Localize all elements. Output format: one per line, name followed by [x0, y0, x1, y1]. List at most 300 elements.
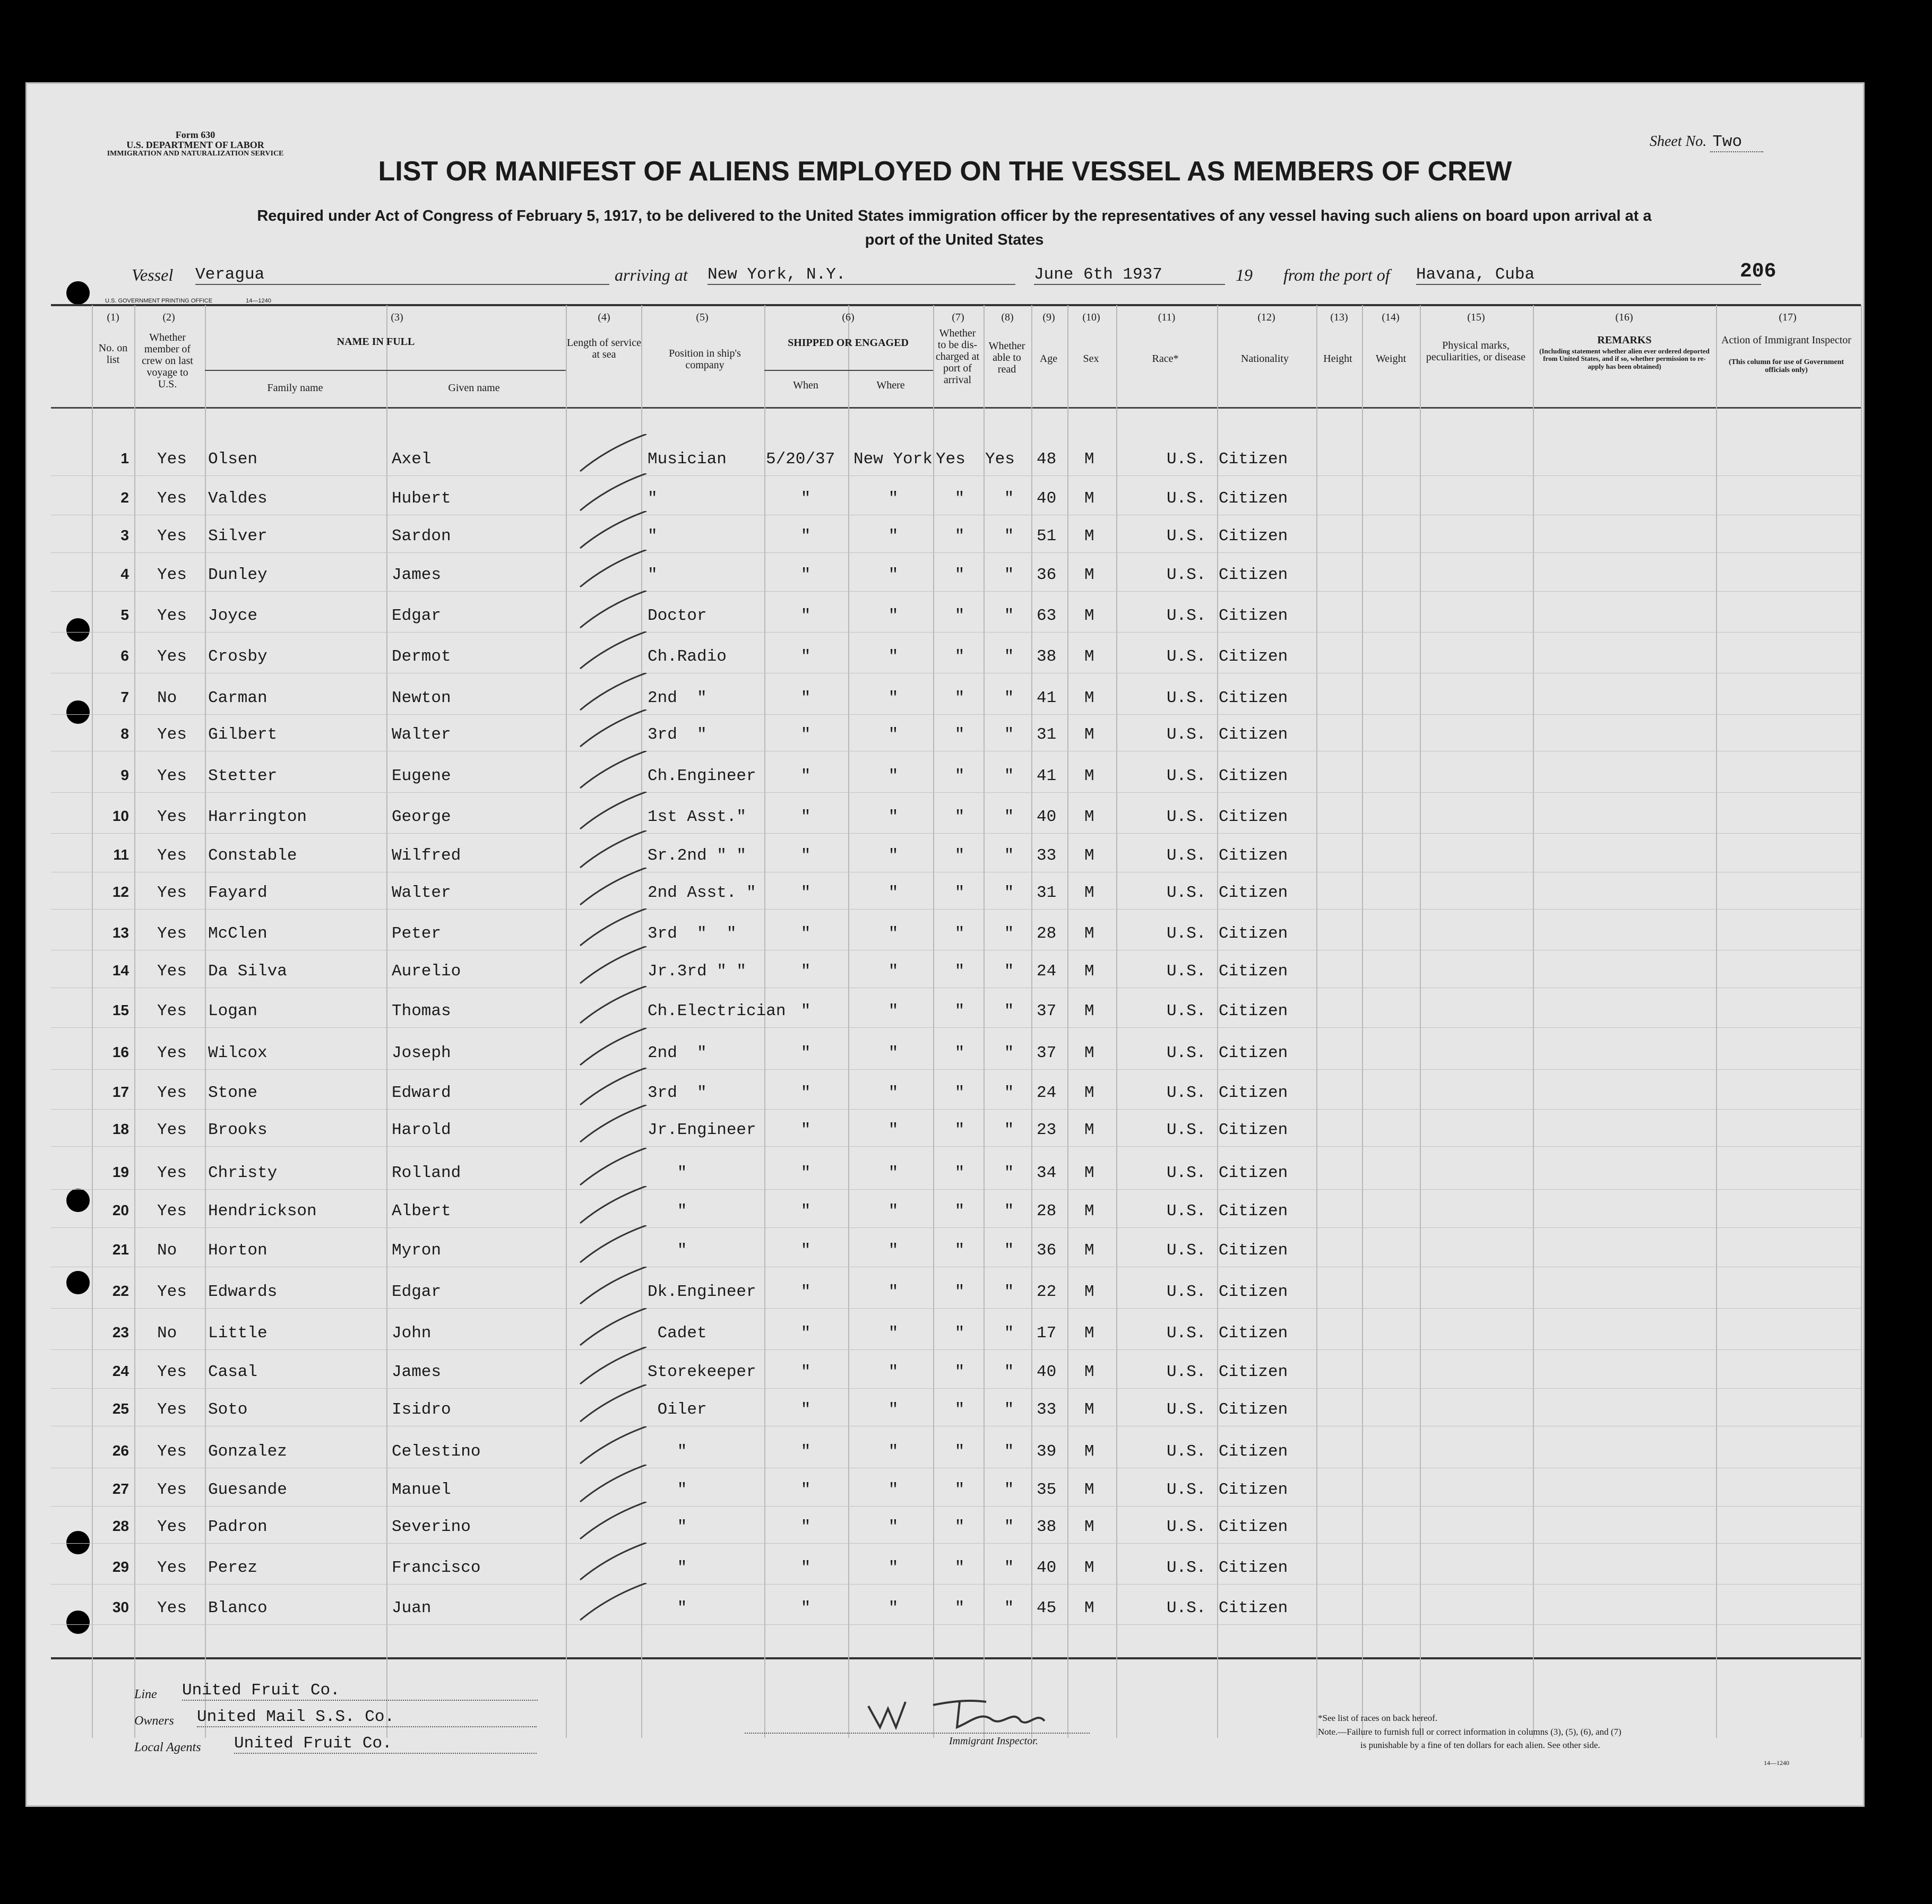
- cell-where: ": [888, 846, 899, 865]
- cell-age: 23: [1037, 1121, 1057, 1139]
- cell-read: ": [1004, 1363, 1014, 1381]
- col-height: Height: [1323, 353, 1352, 365]
- cell-age: 36: [1037, 1241, 1057, 1260]
- cell-race: U.S.: [1167, 689, 1206, 707]
- form-number: Form 630: [175, 129, 215, 140]
- cell-read: ": [1004, 725, 1014, 744]
- cell-no: 24: [112, 1363, 129, 1379]
- cell-family: Logan: [208, 1002, 258, 1020]
- cell-family: Edwards: [208, 1283, 278, 1301]
- cell-age: 33: [1037, 1400, 1057, 1419]
- cell-nat: Citizen: [1219, 1400, 1288, 1419]
- crew-row: [25, 1002, 1865, 1023]
- cell-when: ": [800, 1442, 811, 1461]
- cell-age: 22: [1037, 1283, 1057, 1301]
- page-number: 206: [1740, 260, 1776, 283]
- subtitle-line: Required under Act of Congress of February 5, 1917, to be delivered to the United States immigration officer by the representatives of any vessel having such aliens on board upon arrival at a: [257, 207, 1652, 224]
- row-rule: [51, 833, 1861, 834]
- row-rule: [51, 1308, 1861, 1309]
- cell-prev: Yes: [157, 767, 187, 785]
- cell-sex: M: [1084, 1400, 1094, 1419]
- cell-family: Stone: [208, 1084, 258, 1102]
- tick-mark: [570, 751, 649, 793]
- cell-when: ": [800, 1002, 811, 1020]
- cell-where: ": [888, 1002, 899, 1020]
- column-number: (6): [842, 311, 855, 323]
- cell-prev: Yes: [157, 607, 187, 625]
- cell-sex: M: [1084, 808, 1094, 826]
- row-rule: [51, 1349, 1861, 1350]
- cell-race: U.S.: [1167, 767, 1206, 785]
- subtitle-line: port of the United States: [865, 231, 1044, 248]
- cell-family: Wilcox: [208, 1044, 268, 1062]
- cell-position: ": [648, 1241, 687, 1260]
- col-position: Position in ship's company: [669, 348, 741, 371]
- cell-age: 39: [1037, 1442, 1057, 1461]
- column-number: (3): [391, 311, 403, 323]
- signature-line: [745, 1733, 1090, 1734]
- cell-race: U.S.: [1167, 1202, 1206, 1221]
- cell-family: Perez: [208, 1559, 258, 1577]
- cell-sex: M: [1084, 1202, 1094, 1221]
- crew-row: [25, 1044, 1865, 1065]
- cell-prev: Yes: [157, 962, 187, 981]
- col-inspector-note: (This column for use of Government officials only): [1728, 358, 1844, 375]
- cell-read: ": [1004, 846, 1014, 865]
- cell-sex: M: [1084, 647, 1094, 666]
- manifest-sheet: [25, 82, 1865, 1807]
- cell-prev: Yes: [157, 450, 187, 469]
- cell-when: ": [800, 808, 811, 826]
- cell-when: 5/20/37: [766, 450, 835, 469]
- cell-age: 34: [1037, 1164, 1057, 1182]
- tick-mark: [570, 1347, 649, 1389]
- cell-nat: Citizen: [1219, 566, 1288, 584]
- cell-position: ": [648, 1202, 687, 1221]
- cell-race: U.S.: [1167, 1044, 1206, 1062]
- cell-position: Dk.Engineer: [648, 1283, 756, 1301]
- cell-prev: Yes: [157, 1084, 187, 1102]
- tick-mark: [570, 473, 649, 516]
- cell-position: Cadet: [648, 1324, 707, 1343]
- cell-read: ": [1004, 1481, 1014, 1499]
- tick-mark: [570, 550, 649, 592]
- vessel-label: Vessel: [132, 265, 174, 284]
- column-number: (11): [1158, 311, 1176, 323]
- cell-disch: ": [954, 1599, 965, 1617]
- cell-prev: Yes: [157, 566, 187, 584]
- sheet-number: [1650, 133, 1763, 151]
- cell-read: ": [1004, 1518, 1014, 1536]
- cell-family: Christy: [208, 1164, 278, 1182]
- cell-where: ": [888, 489, 899, 508]
- cell-read: ": [1004, 1400, 1014, 1419]
- cell-no: 28: [112, 1518, 129, 1534]
- cell-position: 3rd ": [648, 1084, 707, 1102]
- cell-sex: M: [1084, 527, 1094, 546]
- cell-position: ": [648, 1442, 687, 1461]
- cell-when: ": [800, 1518, 811, 1536]
- cell-read: ": [1004, 647, 1014, 666]
- cell-when: ": [800, 1363, 811, 1381]
- tick-mark: [570, 591, 649, 633]
- department: U.S. DEPARTMENT OF LABOR: [126, 139, 264, 150]
- tick-mark: [570, 830, 649, 873]
- cell-given: Juan: [392, 1599, 432, 1617]
- cell-race: U.S.: [1167, 566, 1206, 584]
- col-where: Where: [876, 379, 905, 391]
- cell-no: 16: [112, 1044, 129, 1060]
- cell-family: Brooks: [208, 1121, 268, 1139]
- cell-disch: ": [954, 767, 965, 785]
- cell-nat: Citizen: [1219, 1363, 1288, 1381]
- cell-disch: ": [954, 607, 965, 625]
- cell-disch: ": [954, 725, 965, 744]
- cell-where: ": [888, 962, 899, 981]
- row-rule: [51, 1189, 1861, 1190]
- tick-mark: [570, 1308, 649, 1351]
- tick-mark: [570, 1543, 649, 1585]
- cell-given: Walter: [392, 725, 451, 744]
- crew-row: [25, 1084, 1865, 1105]
- cell-family: Casal: [208, 1363, 258, 1381]
- cell-no: 2: [120, 489, 129, 506]
- owners-field: [134, 1708, 591, 1728]
- cell-disch: ": [954, 489, 965, 508]
- cell-when: ": [800, 566, 811, 584]
- cell-where: ": [888, 689, 899, 707]
- owners-label: Owners: [134, 1714, 174, 1728]
- cell-prev: Yes: [157, 527, 187, 546]
- cell-given: Albert: [392, 1202, 451, 1221]
- cell-nat: Citizen: [1219, 1044, 1288, 1062]
- arriving-port: New York, N.Y.: [708, 265, 1015, 285]
- cell-where: ": [888, 1400, 899, 1419]
- cell-sex: M: [1084, 1481, 1094, 1499]
- crew-row: [25, 1202, 1865, 1223]
- cell-family: Harrington: [208, 808, 307, 826]
- from-label: from the port of: [1283, 265, 1390, 284]
- cell-where: ": [888, 1241, 899, 1260]
- cell-nat: Citizen: [1219, 1002, 1288, 1020]
- service: IMMIGRATION AND NATURALIZATION SERVICE: [107, 149, 284, 158]
- cell-nat: Citizen: [1219, 1241, 1288, 1260]
- col-name-in-full: NAME IN FULL: [337, 336, 415, 348]
- cell-given: James: [392, 566, 442, 584]
- cell-age: 24: [1037, 962, 1057, 981]
- cell-sex: M: [1084, 1324, 1094, 1343]
- cell-disch: ": [954, 1559, 965, 1577]
- cell-family: Guesande: [208, 1481, 287, 1499]
- cell-given: Myron: [392, 1241, 442, 1260]
- cell-disch: ": [954, 1442, 965, 1461]
- cell-nat: Citizen: [1219, 1518, 1288, 1536]
- cell-age: 37: [1037, 1002, 1057, 1020]
- cell-when: ": [800, 1481, 811, 1499]
- cell-nat: Citizen: [1219, 1599, 1288, 1617]
- row-rule: [51, 1388, 1861, 1389]
- cell-age: 33: [1037, 846, 1057, 865]
- cell-no: 3: [120, 527, 129, 543]
- cell-age: 24: [1037, 1084, 1057, 1102]
- cell-family: Olsen: [208, 450, 258, 469]
- cell-no: 15: [112, 1002, 129, 1018]
- cell-disch: ": [954, 1283, 965, 1301]
- column-number: (13): [1330, 311, 1348, 323]
- cell-given: John: [392, 1324, 432, 1343]
- crew-row: [25, 1164, 1865, 1185]
- cell-age: 48: [1037, 450, 1057, 469]
- column-number: (10): [1082, 311, 1100, 323]
- cell-when: ": [800, 1044, 811, 1062]
- cell-read: ": [1004, 1202, 1014, 1221]
- tick-mark: [570, 709, 649, 752]
- cell-position: ": [648, 527, 658, 546]
- races-note: *See list of races on back hereof.: [1318, 1713, 1438, 1723]
- cell-disch: ": [954, 1324, 965, 1343]
- tick-mark: [570, 673, 649, 715]
- cell-when: ": [800, 846, 811, 865]
- cell-read: ": [1004, 1241, 1014, 1260]
- cell-given: Aurelio: [392, 962, 461, 981]
- cell-read: ": [1004, 1442, 1014, 1461]
- cell-nat: Citizen: [1219, 450, 1288, 469]
- cell-no: 8: [120, 725, 129, 742]
- cell-age: 40: [1037, 1363, 1057, 1381]
- cell-when: ": [800, 962, 811, 981]
- form-code: 14—1240: [246, 298, 271, 304]
- tick-mark: [570, 1583, 649, 1625]
- vessel-name: Veragua: [195, 265, 609, 285]
- cell-race: U.S.: [1167, 1599, 1206, 1617]
- cell-sex: M: [1084, 1559, 1094, 1577]
- cell-race: U.S.: [1167, 1084, 1206, 1102]
- column-number: (9): [1042, 311, 1055, 323]
- fine-note: is punishable by a fine of ten dollars for each alien. See other side.: [1360, 1740, 1600, 1750]
- cell-where: ": [888, 1599, 899, 1617]
- cell-read: ": [1004, 1002, 1014, 1020]
- row-rule: [51, 1506, 1861, 1507]
- cell-position: Jr.Engineer: [648, 1121, 756, 1139]
- cell-age: 41: [1037, 767, 1057, 785]
- crew-row: [25, 1599, 1865, 1620]
- cell-position: 3rd " ": [648, 924, 737, 943]
- name-divider: [205, 370, 566, 371]
- cell-where: New York: [853, 450, 933, 469]
- tick-mark: [570, 1384, 649, 1427]
- cell-position: Storekeeper: [648, 1363, 756, 1381]
- cell-prev: No: [157, 1241, 177, 1260]
- col-given-name: Given name: [448, 382, 500, 394]
- voyage-line: [132, 265, 1724, 292]
- cell-prev: Yes: [157, 647, 187, 666]
- cell-age: 40: [1037, 808, 1057, 826]
- cell-disch: ": [954, 689, 965, 707]
- cell-given: George: [392, 808, 451, 826]
- cell-when: ": [800, 1400, 811, 1419]
- cell-sex: M: [1084, 489, 1094, 508]
- cell-where: ": [888, 924, 899, 943]
- cell-family: Horton: [208, 1241, 268, 1260]
- cell-position: ": [648, 1599, 687, 1617]
- tick-mark: [570, 434, 649, 477]
- tick-mark: [570, 1465, 649, 1507]
- cell-sex: M: [1084, 1518, 1094, 1536]
- cell-sex: M: [1084, 450, 1094, 469]
- crew-row: [25, 1363, 1865, 1384]
- cell-race: U.S.: [1167, 846, 1206, 865]
- cell-family: Padron: [208, 1518, 268, 1536]
- cell-given: Celestino: [392, 1442, 481, 1461]
- cell-disch: ": [954, 846, 965, 865]
- cell-no: 26: [112, 1442, 129, 1459]
- cell-race: U.S.: [1167, 1400, 1206, 1419]
- cell-race: U.S.: [1167, 1121, 1206, 1139]
- header-bottom-border: [51, 407, 1861, 409]
- cell-sex: M: [1084, 846, 1094, 865]
- crew-row: [25, 527, 1865, 548]
- col-discharged: Whether to be dis-charged at port of arrival: [935, 327, 980, 386]
- row-rule: [51, 1584, 1861, 1585]
- row-rule: [51, 552, 1861, 553]
- row-rule: [51, 1027, 1861, 1028]
- cell-family: Da Silva: [208, 962, 287, 981]
- sheet-value: Two: [1710, 133, 1763, 152]
- cell-prev: Yes: [157, 1202, 187, 1221]
- cell-nat: Citizen: [1219, 962, 1288, 981]
- sheet-label: Sheet No.: [1650, 133, 1707, 150]
- cell-disch: ": [954, 1241, 965, 1260]
- cell-disch: ": [954, 1481, 965, 1499]
- cell-where: ": [888, 1363, 899, 1381]
- cell-position: Sr.2nd " ": [648, 846, 747, 865]
- year-label: 19: [1236, 265, 1253, 284]
- tick-mark: [570, 946, 649, 989]
- cell-disch: ": [954, 1400, 965, 1419]
- cell-nat: Citizen: [1219, 767, 1288, 785]
- col-prev-voyage: Whether member of crew on last voyage to U.S.: [142, 332, 193, 390]
- tick-mark: [570, 1426, 649, 1469]
- cell-position: ": [648, 489, 658, 508]
- line-value: United Fruit Co.: [182, 1681, 538, 1701]
- cell-race: U.S.: [1167, 647, 1206, 666]
- cell-prev: Yes: [157, 1044, 187, 1062]
- cell-read: ": [1004, 884, 1014, 902]
- row-rule: [51, 1624, 1861, 1625]
- row-rule: [51, 591, 1861, 592]
- row-rule: [51, 632, 1861, 633]
- cell-family: Blanco: [208, 1599, 268, 1617]
- cell-family: Gonzalez: [208, 1442, 287, 1461]
- cell-age: 36: [1037, 566, 1057, 584]
- cell-read: ": [1004, 1324, 1014, 1343]
- cell-race: U.S.: [1167, 1241, 1206, 1260]
- cell-where: ": [888, 1164, 899, 1182]
- cell-read: ": [1004, 689, 1014, 707]
- cell-race: U.S.: [1167, 808, 1206, 826]
- tick-mark: [570, 792, 649, 834]
- cell-given: Dermot: [392, 647, 451, 666]
- crew-row: [25, 846, 1865, 868]
- cell-read: ": [1004, 808, 1014, 826]
- cell-read: Yes: [985, 450, 1015, 469]
- cell-when: ": [800, 527, 811, 546]
- cell-prev: Yes: [157, 1002, 187, 1020]
- cell-given: Hubert: [392, 489, 451, 508]
- crew-row: [25, 566, 1865, 587]
- cell-nat: Citizen: [1219, 808, 1288, 826]
- cell-where: ": [888, 1481, 899, 1499]
- cell-family: Soto: [208, 1400, 248, 1419]
- cell-nat: Citizen: [1219, 607, 1288, 625]
- cell-age: 38: [1037, 1518, 1057, 1536]
- cell-no: 1: [120, 450, 129, 466]
- cell-where: ": [888, 1084, 899, 1102]
- cell-disch: ": [954, 566, 965, 584]
- col-inspector-action: Action of Immigrant Inspector: [1721, 334, 1851, 346]
- tick-mark: [570, 1068, 649, 1110]
- shipped-divider: [764, 370, 933, 371]
- cell-where: ": [888, 607, 899, 625]
- cell-given: Manuel: [392, 1481, 451, 1499]
- cell-race: U.S.: [1167, 1481, 1206, 1499]
- cell-no: 5: [120, 607, 129, 623]
- cell-family: Hendrickson: [208, 1202, 317, 1221]
- cell-where: ": [888, 1559, 899, 1577]
- cell-position: 1st Asst.": [648, 808, 747, 826]
- cell-position: Ch.Electrician: [648, 1002, 786, 1020]
- line-field: [134, 1681, 591, 1702]
- col-physical-marks: Physical marks, peculiarities, or disease: [1426, 340, 1526, 363]
- agents-field: [134, 1734, 591, 1755]
- row-rule: [51, 792, 1861, 793]
- cell-race: U.S.: [1167, 725, 1206, 744]
- punch-hole: [66, 281, 90, 305]
- printing-office: [105, 298, 271, 304]
- cell-sex: M: [1084, 1002, 1094, 1020]
- cell-read: ": [1004, 489, 1014, 508]
- crew-row: [25, 1241, 1865, 1262]
- cell-given: James: [392, 1363, 442, 1381]
- cell-read: ": [1004, 962, 1014, 981]
- cell-where: ": [888, 1202, 899, 1221]
- cell-when: ": [800, 1121, 811, 1139]
- cell-disch: ": [954, 1518, 965, 1536]
- cell-age: 17: [1037, 1324, 1057, 1343]
- cell-age: 31: [1037, 884, 1057, 902]
- crew-row: [25, 962, 1865, 983]
- cell-position: Musician: [648, 450, 727, 469]
- cell-sex: M: [1084, 767, 1094, 785]
- cell-disch: ": [954, 1084, 965, 1102]
- cell-given: Edgar: [392, 607, 442, 625]
- cell-nat: Citizen: [1219, 1084, 1288, 1102]
- cell-where: ": [888, 1121, 899, 1139]
- cell-race: U.S.: [1167, 607, 1206, 625]
- cell-when: ": [800, 1164, 811, 1182]
- cell-race: U.S.: [1167, 527, 1206, 546]
- cell-nat: Citizen: [1219, 1559, 1288, 1577]
- cell-given: Wilfred: [392, 846, 461, 865]
- cell-family: Crosby: [208, 647, 268, 666]
- cell-prev: Yes: [157, 808, 187, 826]
- cell-no: 25: [112, 1400, 129, 1417]
- crew-row: [25, 489, 1865, 510]
- cell-no: 6: [120, 647, 129, 664]
- cell-disch: ": [954, 1202, 965, 1221]
- col-able-to-read: Whether able to read: [988, 340, 1025, 375]
- cell-no: 22: [112, 1283, 129, 1299]
